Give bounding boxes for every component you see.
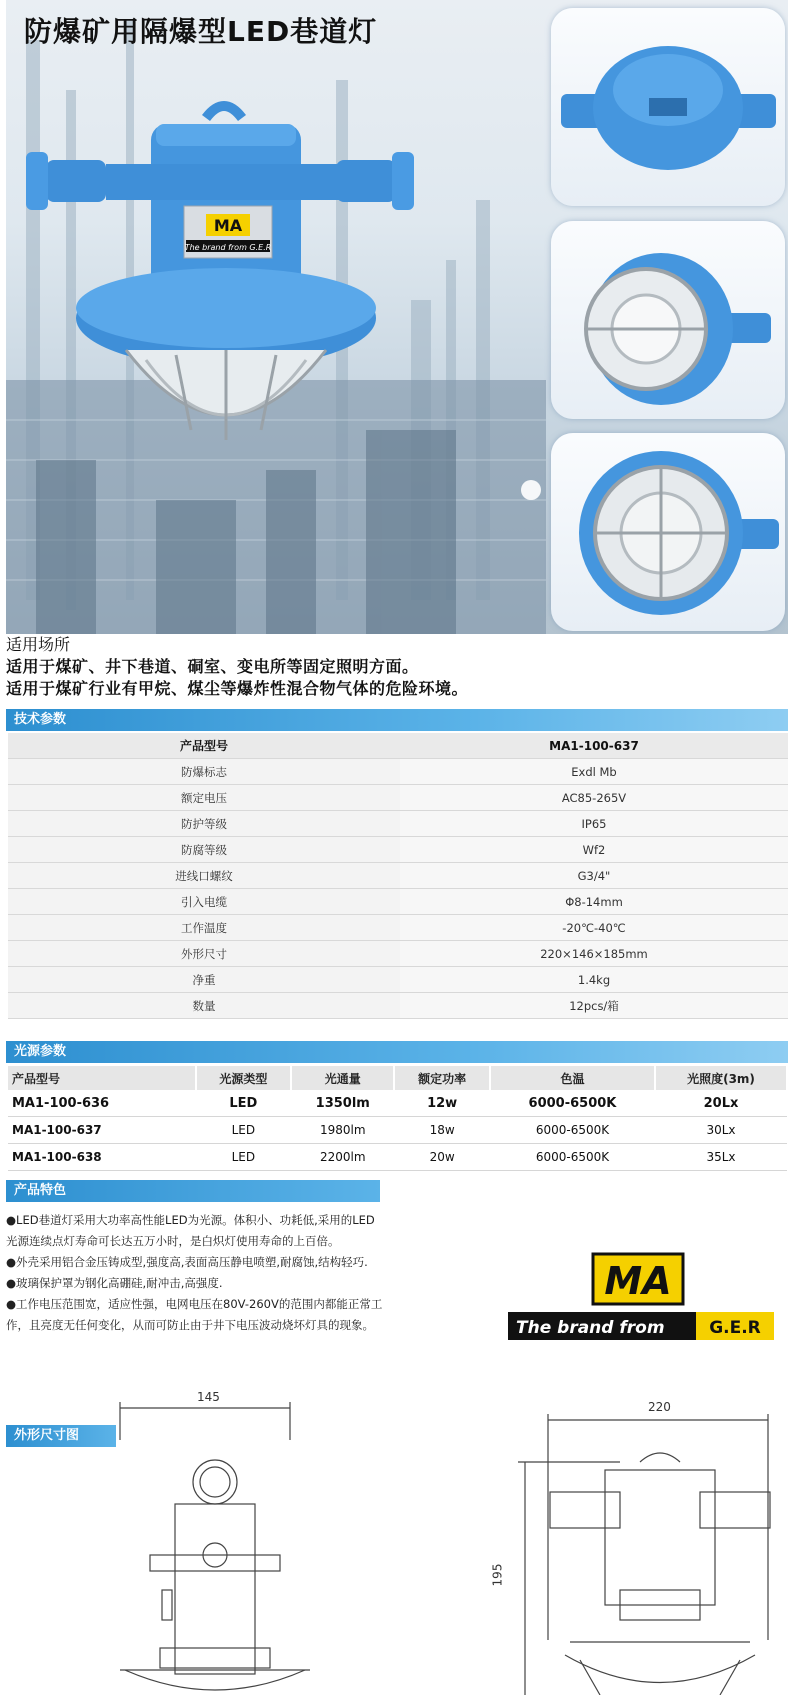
table-cell: 6000-6500K xyxy=(490,1117,655,1144)
column-header: 额定功率 xyxy=(394,1066,490,1090)
feature-item: ●外壳采用铝合金压铸成型,强度高,表面高压静电喷塑,耐腐蚀,结构轻巧. xyxy=(6,1255,368,1269)
table-cell: MA1-100-637 xyxy=(8,1117,196,1144)
dimension-width-front: 220 xyxy=(648,1400,671,1414)
svg-text:MA: MA xyxy=(213,216,243,235)
table-row xyxy=(8,915,788,941)
features-header: 产品特色 xyxy=(6,1180,380,1202)
table-cell: LED xyxy=(196,1090,292,1117)
column-header: 光通量 xyxy=(291,1066,394,1090)
table-cell: 20w xyxy=(394,1144,490,1171)
thumbnail-bottom-view[interactable] xyxy=(551,433,785,631)
table-cell: 18w xyxy=(394,1117,490,1144)
table-cell: IP65 xyxy=(400,811,788,837)
feature-item: ●玻璃保护罩为钢化高硼硅,耐冲击,高强度. xyxy=(6,1276,223,1290)
table-cell: 防爆标志 xyxy=(8,759,400,785)
table-cell: Φ8-14mm xyxy=(400,889,788,915)
table-cell: MA1-100-637 xyxy=(400,733,788,759)
usage-line-2: 适用于煤矿行业有甲烷、煤尘等爆炸性混合物气体的危险环境。 xyxy=(6,679,469,698)
table-cell: 额定电压 xyxy=(8,785,400,811)
table-cell: 35Lx xyxy=(655,1144,787,1171)
dimension-width-side: 145 xyxy=(197,1390,220,1404)
table-cell: 防护等级 xyxy=(8,811,400,837)
table-cell: MA1-100-636 xyxy=(8,1090,196,1117)
table-cell: 220×146×185mm xyxy=(400,941,788,967)
table-cell: Wf2 xyxy=(400,837,788,863)
table-cell: 产品型号 xyxy=(8,733,400,759)
table-cell: Exdl Mb xyxy=(400,759,788,785)
column-header: 产品型号 xyxy=(8,1066,196,1090)
table-cell: 1980lm xyxy=(291,1117,394,1144)
dimension-drawings xyxy=(0,1380,800,1695)
table-cell: 净重 xyxy=(8,967,400,993)
tech-params-table xyxy=(8,733,788,1019)
table-row xyxy=(8,1144,787,1171)
table-row xyxy=(8,759,788,785)
table-row xyxy=(8,889,788,915)
column-header: 色温 xyxy=(490,1066,655,1090)
table-cell: 6000-6500K xyxy=(490,1144,655,1171)
usage-section xyxy=(6,634,468,700)
table-cell: 1350lm xyxy=(291,1090,394,1117)
table-row xyxy=(8,837,788,863)
table-header-row xyxy=(8,1066,787,1090)
table-cell: 12w xyxy=(394,1090,490,1117)
svg-text:The brand from G.E.R: The brand from G.E.R xyxy=(184,243,272,252)
table-cell: 数量 xyxy=(8,993,400,1019)
light-params-header: 光源参数 xyxy=(6,1041,788,1063)
table-cell: LED xyxy=(196,1144,292,1171)
table-row xyxy=(8,941,788,967)
table-cell: 进线口螺纹 xyxy=(8,863,400,889)
feature-item: ●LED巷道灯采用大功率高性能LED为光源。体积小、功耗低,采用的LED光源连续点灯寿命可长达五万小时，是白炽灯使用寿命的上百倍。 xyxy=(6,1213,375,1248)
features-list xyxy=(6,1210,386,1336)
brand-logo xyxy=(508,1250,775,1350)
table-row xyxy=(8,785,788,811)
dimensions-header: 外形尺寸图 xyxy=(6,1425,116,1447)
hero-banner xyxy=(6,0,788,634)
page-title: 防爆矿用隔爆型LED巷道灯 xyxy=(24,15,378,48)
column-header: 光照度(3m) xyxy=(655,1066,787,1090)
table-cell: -20℃-40℃ xyxy=(400,915,788,941)
table-row xyxy=(8,863,788,889)
technical-drawing xyxy=(0,1380,800,1695)
table-cell: 20Lx xyxy=(655,1090,787,1117)
logo-tagline-ger: G.E.R xyxy=(709,1318,761,1338)
table-cell: AC85-265V xyxy=(400,785,788,811)
table-cell: 1.4kg xyxy=(400,967,788,993)
table-row xyxy=(8,967,788,993)
table-cell: 12pcs/箱 xyxy=(400,993,788,1019)
table-cell: G3/4" xyxy=(400,863,788,889)
table-cell: 防腐等级 xyxy=(8,837,400,863)
table-row xyxy=(8,993,788,1019)
table-header-row xyxy=(8,733,788,759)
table-row xyxy=(8,1090,787,1117)
usage-line-1: 适用于煤矿、井下巷道、硐室、变电所等固定照明方面。 xyxy=(6,657,419,676)
thumbnail-top-view[interactable] xyxy=(551,8,785,206)
table-cell: 6000-6500K xyxy=(490,1090,655,1117)
feature-item: ●工作电压范围宽，适应性强，电网电压在80V-260V的范围内都能正常工作，且亮度无任何变化，从而可防止由于井下电压波动烧坏灯具的现象。 xyxy=(6,1297,383,1332)
dimension-height-front: 195 xyxy=(490,1563,505,1587)
table-cell: 30Lx xyxy=(655,1117,787,1144)
table-cell: 外形尺寸 xyxy=(8,941,400,967)
usage-heading: 适用场所 xyxy=(6,635,71,654)
table-cell: MA1-100-638 xyxy=(8,1144,196,1171)
thumbnail-side-view[interactable] xyxy=(551,221,785,419)
light-params-table xyxy=(8,1066,788,1171)
table-cell: 工作温度 xyxy=(8,915,400,941)
table-row xyxy=(8,1117,787,1144)
table-cell: 2200lm xyxy=(291,1144,394,1171)
table-cell: 引入电缆 xyxy=(8,889,400,915)
logo-tagline: The brand from xyxy=(516,1318,665,1338)
table-row xyxy=(8,811,788,837)
tech-params-header: 技术参数 xyxy=(6,709,788,731)
table-cell: LED xyxy=(196,1117,292,1144)
column-header: 光源类型 xyxy=(196,1066,292,1090)
logo-mark: MA xyxy=(604,1259,672,1303)
